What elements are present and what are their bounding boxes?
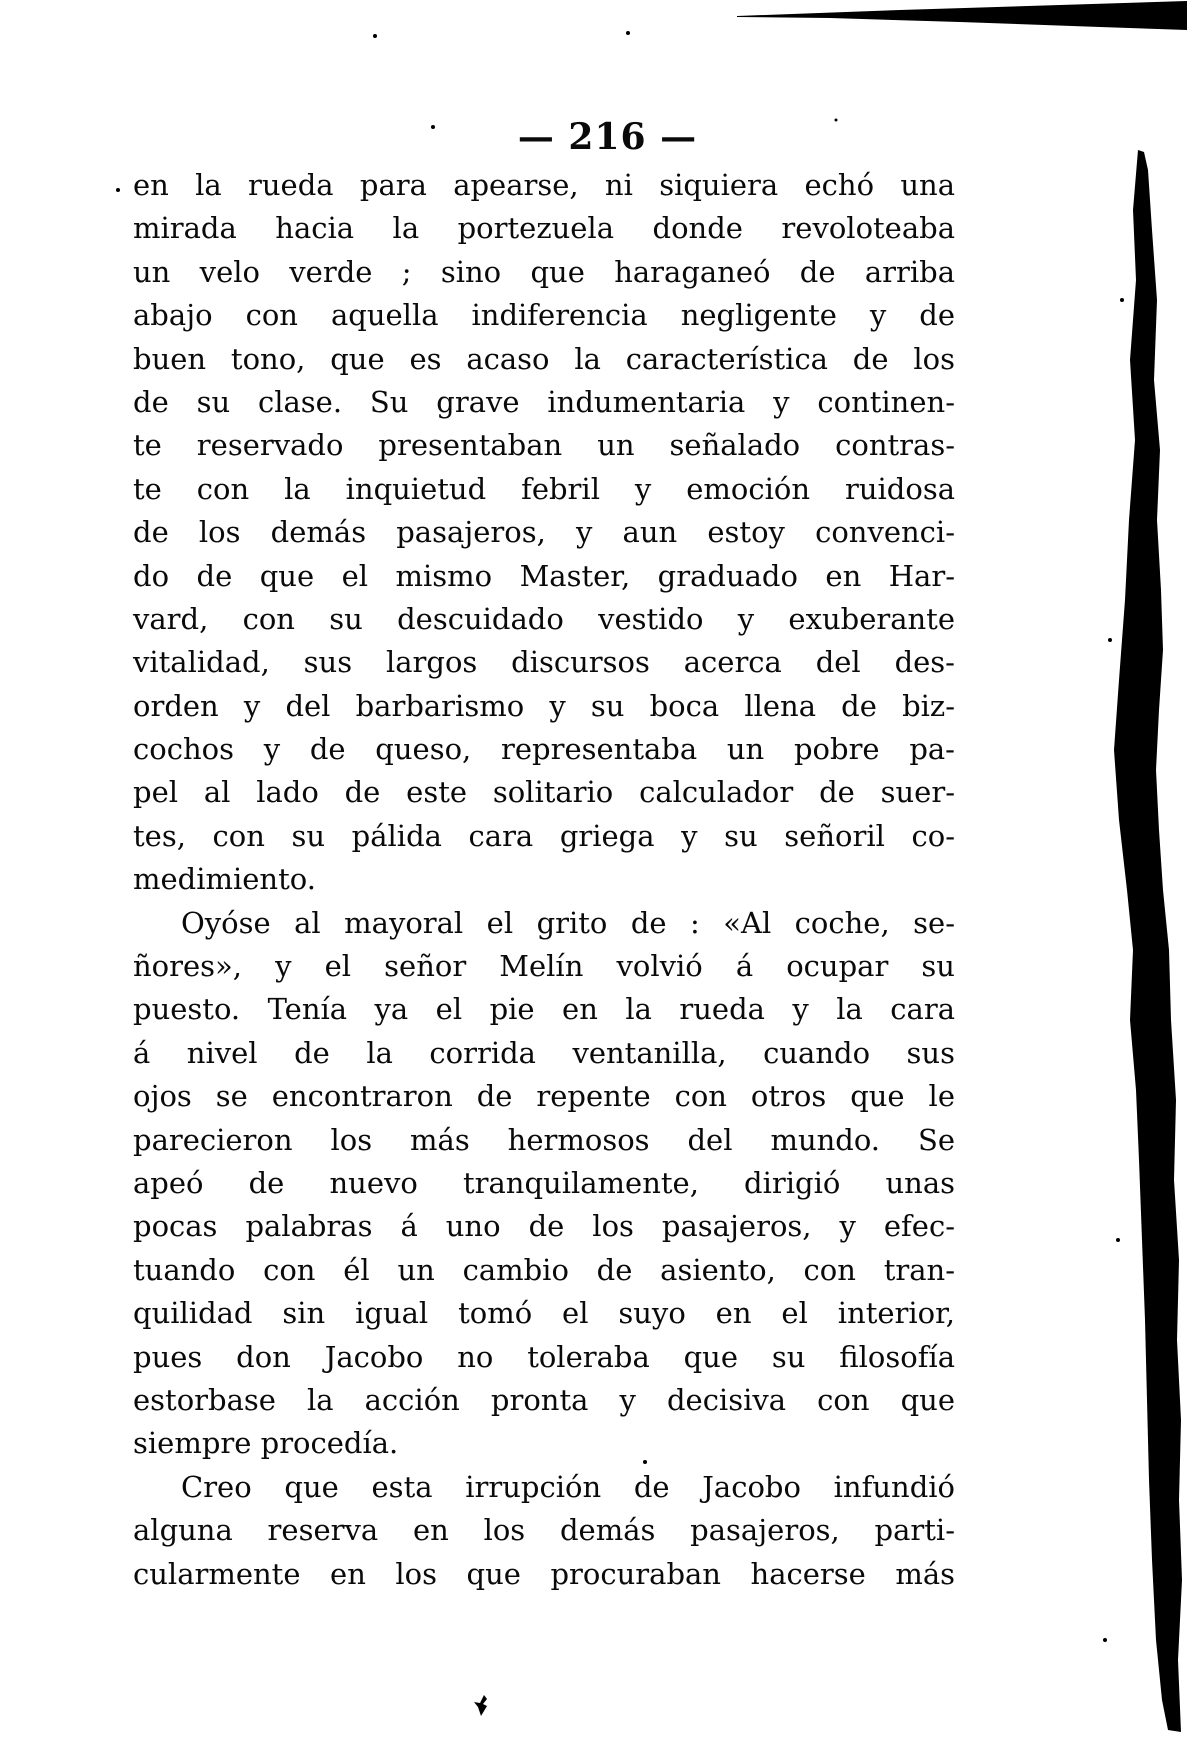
text-line: pues don Jacobo no toleraba que su filosofía	[133, 1339, 955, 1374]
scan-speck	[1108, 638, 1112, 642]
text-line: siempre procedía.	[133, 1426, 399, 1461]
text-line: estorbase la acción pronta y decisiva con que	[133, 1382, 955, 1417]
text-line: parecieron los más hermosos del mundo. Se	[133, 1122, 955, 1157]
text-line: Creo que esta irrupción de Jacobo infundió	[181, 1469, 955, 1504]
text-line: quilidad sin igual tomó el suyo en el interior,	[133, 1296, 955, 1331]
scan-artifact-right-band	[1114, 150, 1182, 1732]
scan-speck	[1116, 1238, 1120, 1242]
scan-speck	[373, 34, 377, 38]
text-line: vard, con su descuidado vestido y exuberante	[133, 601, 955, 636]
text-line: de los demás pasajeros, y aun estoy convenci-	[133, 515, 955, 550]
scan-speck	[1103, 1638, 1107, 1642]
text-line: ñores», y el señor Melín volvió á ocupar su	[133, 949, 955, 984]
text-line: mirada hacia la portezuela donde revoloteaba	[133, 211, 955, 246]
text-line: tes, con su pálida cara griega y su señoril co-	[133, 818, 955, 853]
text-line: Oyóse al mayoral el grito de : «Al coche, se-	[181, 905, 955, 940]
text-line: cochos y de queso, representaba un pobre pa-	[133, 732, 955, 767]
text-line: un velo verde ; sino que haraganeó de arriba	[133, 254, 955, 289]
text-line: á nivel de la corrida ventanilla, cuando sus	[133, 1035, 955, 1070]
scan-speck	[116, 188, 120, 192]
text-line: tuando con él un cambio de asiento, con tran-	[133, 1252, 955, 1287]
scan-mark-bottom	[474, 1695, 487, 1716]
text-line: de su clase. Su grave indumentaria y continen-	[133, 384, 955, 419]
text-line: abajo con aquella indiferencia negligente y de	[133, 298, 955, 333]
text-line: do de que el mismo Master, graduado en Har-	[133, 558, 955, 593]
text-line: te reservado presentaban un señalado contras-	[133, 428, 955, 463]
text-line: te con la inquietud febril y emoción ruidosa	[133, 471, 955, 506]
text-line: cularmente en los que procuraban hacerse más	[133, 1556, 955, 1591]
scan-artifact-top-wedge	[737, 1, 1187, 30]
text-line: medimiento.	[133, 862, 316, 897]
page-number: — 216 —	[517, 116, 698, 158]
text-line: en la rueda para apearse, ni siquiera echó una	[133, 168, 955, 202]
text-line: pocas palabras á uno de los pasajeros, y efec-	[133, 1209, 955, 1244]
page-body	[133, 164, 955, 1596]
scan-speck	[626, 31, 630, 35]
text-line: orden y del barbarismo y su boca llena de biz-	[133, 688, 955, 723]
text-line: buen tono, que es acaso la característica de los	[133, 341, 955, 376]
scan-speck	[1120, 298, 1124, 302]
text-line: ojos se encontraron de repente con otros que le	[133, 1079, 955, 1114]
text-line: vitalidad, sus largos discursos acerca del des-	[133, 645, 955, 680]
text-line: pel al lado de este solitario calculador de suer-	[133, 775, 955, 810]
text-line: puesto. Tenía ya el pie en la rueda y la cara	[133, 992, 955, 1027]
text-line: apeó de nuevo tranquilamente, dirigió unas	[133, 1165, 955, 1200]
text-line: alguna reserva en los demás pasajeros, parti-	[133, 1513, 955, 1548]
